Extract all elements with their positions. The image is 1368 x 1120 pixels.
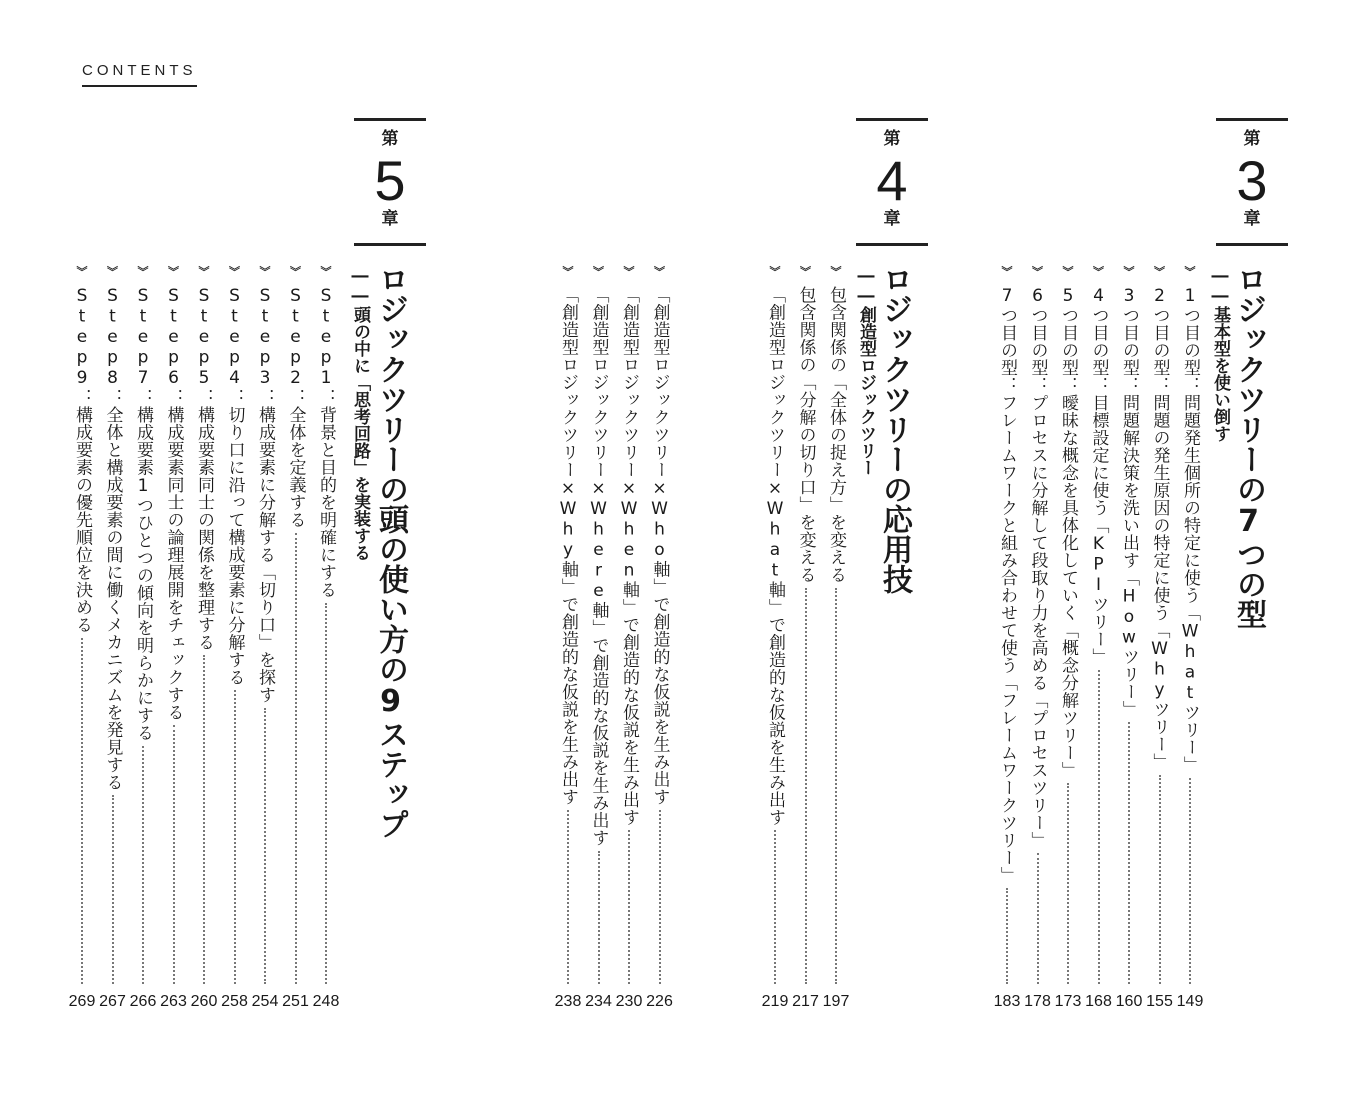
- page-number: 266: [129, 993, 157, 1010]
- page-number: 234: [585, 993, 612, 1010]
- page-number: 251: [282, 993, 309, 1010]
- toc-entry-link[interactable]: 1つ目の型：問題発生個所の特定に使う「Whatツリー」: [1180, 286, 1200, 774]
- entry-bullet-icon: 》: [829, 266, 842, 277]
- entry-bullet-icon: 》: [798, 266, 812, 277]
- page-number: 155: [1146, 993, 1173, 1010]
- dot-leader: [173, 725, 175, 984]
- entry-bullet-icon: 》: [288, 266, 302, 277]
- toc-entry-link[interactable]: Step5：構成要素同士の関係を整理する: [194, 286, 214, 651]
- dot-leader: [325, 603, 327, 985]
- entry-bullet-icon: 》: [768, 266, 781, 277]
- toc-entry-link[interactable]: 包含関係の「全体の捉え方」を変える: [826, 286, 846, 584]
- page-number: 267: [99, 993, 126, 1010]
- chapter-number: 5: [374, 149, 406, 212]
- chapter-sho: 章: [381, 209, 399, 229]
- entry-bullet-icon: 》: [1030, 266, 1044, 277]
- toc-entry-link[interactable]: Step6：構成要素同士の論理展開をチェックする: [163, 286, 184, 721]
- page-number: 173: [1054, 993, 1082, 1010]
- chapter-subtitle: ――基本型を使い倒す: [1210, 266, 1230, 442]
- dot-leader: [805, 588, 807, 985]
- entry-bullet-icon: 》: [622, 266, 635, 277]
- entry-bullet-icon: 》: [1122, 266, 1135, 277]
- toc-entry-link[interactable]: 「創造型ロジックツリー×What軸」で創造的な仮説を生み出す: [765, 286, 785, 826]
- toc-entry-link[interactable]: 4つ目の型：目標設定に使う「KPIツリー」: [1088, 286, 1109, 666]
- entry-bullet-icon: 》: [1183, 266, 1196, 277]
- toc-entry-link[interactable]: Step7：構成要素1つひとつの傾向を明らかにする: [133, 286, 153, 742]
- dot-leader: [203, 655, 205, 984]
- entry-bullet-icon: 》: [652, 266, 666, 277]
- dot-leader: [112, 795, 114, 984]
- toc-entry-link[interactable]: 5つ目の型：曖昧な概念を具体化していく「概念分解ツリー」: [1058, 286, 1078, 779]
- dot-leader: [835, 588, 837, 985]
- page-number: 258: [221, 993, 248, 1010]
- chapter-subtitle: ――創造型ロジックツリー: [856, 266, 876, 476]
- page-number: 263: [160, 993, 187, 1010]
- chapter-title: ロジックツリーの応用技: [877, 264, 912, 594]
- entry-bullet-icon: 》: [136, 266, 149, 277]
- dot-leader: [1067, 783, 1069, 984]
- chapter-subtitle: ――頭の中に「思考回路」を実装する: [350, 266, 370, 561]
- page-number: 248: [312, 993, 340, 1010]
- dot-leader: [659, 810, 661, 985]
- dot-leader: [1128, 722, 1130, 984]
- dot-leader: [234, 690, 236, 984]
- chapter-badge: [856, 118, 928, 246]
- toc-entry-link[interactable]: 7つ目の型：フレームワークと組み合わせて使う「フレームワークツリー」: [997, 286, 1017, 884]
- entry-bullet-icon: 》: [1091, 266, 1105, 277]
- page-number: 226: [646, 993, 673, 1010]
- dot-leader: [567, 810, 569, 985]
- toc-entry-link[interactable]: Step1：背景と目的を明確にする: [316, 286, 336, 599]
- chapter-number: 4: [876, 149, 908, 212]
- entry-bullet-icon: 》: [197, 266, 210, 277]
- dot-leader: [774, 830, 776, 984]
- toc-entry-link[interactable]: 2つ目の型：問題の発生原因の特定に使う「Whyツリー」: [1149, 286, 1170, 771]
- dot-leader: [1037, 853, 1039, 984]
- dot-leader: [264, 708, 266, 985]
- chapter-badge: [354, 118, 426, 246]
- page-number: 260: [190, 993, 218, 1010]
- dot-leader: [1159, 775, 1161, 985]
- chapter-number: 3: [1236, 149, 1268, 212]
- toc-entry-link[interactable]: 3つ目の型：問題解決策を洗い出す「Howツリー」: [1119, 286, 1139, 718]
- entry-bullet-icon: 》: [1000, 266, 1013, 277]
- page-number: 217: [792, 993, 819, 1010]
- entry-bullet-icon: 》: [227, 266, 241, 277]
- toc-entry-link[interactable]: 包含関係の「分解の切り口」を変える: [795, 286, 816, 584]
- dot-leader: [1189, 778, 1191, 985]
- dot-leader: [1098, 670, 1100, 985]
- toc-entry-link[interactable]: Step4：切り口に沿って構成要素に分解する: [224, 286, 245, 686]
- toc-entry-link[interactable]: Step8：全体と構成要素の間に働くメカニズムを発見する: [102, 286, 123, 791]
- dot-leader: [142, 746, 144, 985]
- page-number: 254: [251, 993, 279, 1010]
- page-number: 197: [822, 993, 850, 1010]
- entry-bullet-icon: 》: [319, 266, 332, 277]
- page-number: 230: [615, 993, 643, 1010]
- toc-entry-link[interactable]: 「創造型ロジックツリー×Who軸」で創造的な仮説を生み出す: [649, 286, 670, 806]
- page-number: 160: [1115, 993, 1143, 1010]
- entry-bullet-icon: 》: [166, 266, 180, 277]
- chapter-dai: 第: [1243, 129, 1261, 149]
- page-number: 178: [1024, 993, 1051, 1010]
- chapter-dai: 第: [381, 129, 399, 149]
- page-number: 269: [68, 993, 96, 1010]
- dot-leader: [81, 638, 83, 985]
- toc-entry-link[interactable]: 「創造型ロジックツリー×Where軸」で創造的な仮説を生み出す: [588, 286, 609, 847]
- entry-bullet-icon: 》: [1061, 266, 1074, 277]
- chapter-badge: [1216, 118, 1288, 246]
- entry-bullet-icon: 》: [561, 266, 574, 277]
- dot-leader: [1006, 888, 1008, 984]
- entry-bullet-icon: 》: [105, 266, 119, 277]
- toc-entry-link[interactable]: Step2：全体を定義する: [285, 286, 306, 529]
- dot-leader: [628, 830, 630, 984]
- chapter-title: ロジックツリーの頭の使い方の9ステップ: [373, 264, 408, 839]
- chapter-dai: 第: [883, 129, 901, 149]
- toc-entry-link[interactable]: 6つ目の型：プロセスに分解して段取り力を高める「プロセスツリー」: [1027, 286, 1048, 849]
- toc-entry-link[interactable]: 「創造型ロジックツリー×Why軸」で創造的な仮説を生み出す: [558, 286, 578, 806]
- dot-leader: [598, 851, 600, 985]
- toc-entry-link[interactable]: Step9：構成要素の優先順位を決める: [72, 286, 92, 634]
- chapter-sho: 章: [1243, 209, 1261, 229]
- page-number: 183: [993, 993, 1021, 1010]
- entry-bullet-icon: 》: [75, 266, 88, 277]
- contents-heading: CONTENTS: [82, 62, 197, 87]
- toc-entry-link[interactable]: 「創造型ロジックツリー×When軸」で創造的な仮説を生み出す: [619, 286, 639, 826]
- page-number: 219: [761, 993, 789, 1010]
- page-number: 168: [1085, 993, 1112, 1010]
- page-number: 238: [554, 993, 582, 1010]
- page-number: 149: [1176, 993, 1204, 1010]
- entry-bullet-icon: 》: [591, 266, 605, 277]
- dot-leader: [295, 533, 297, 985]
- toc-entry-link[interactable]: Step3：構成要素に分解する「切り口」を探す: [255, 286, 275, 704]
- chapter-sho: 章: [883, 209, 901, 229]
- entry-bullet-icon: 》: [258, 266, 271, 277]
- chapter-title: ロジックツリーの7つの型: [1231, 264, 1266, 629]
- entry-bullet-icon: 》: [1152, 266, 1166, 277]
